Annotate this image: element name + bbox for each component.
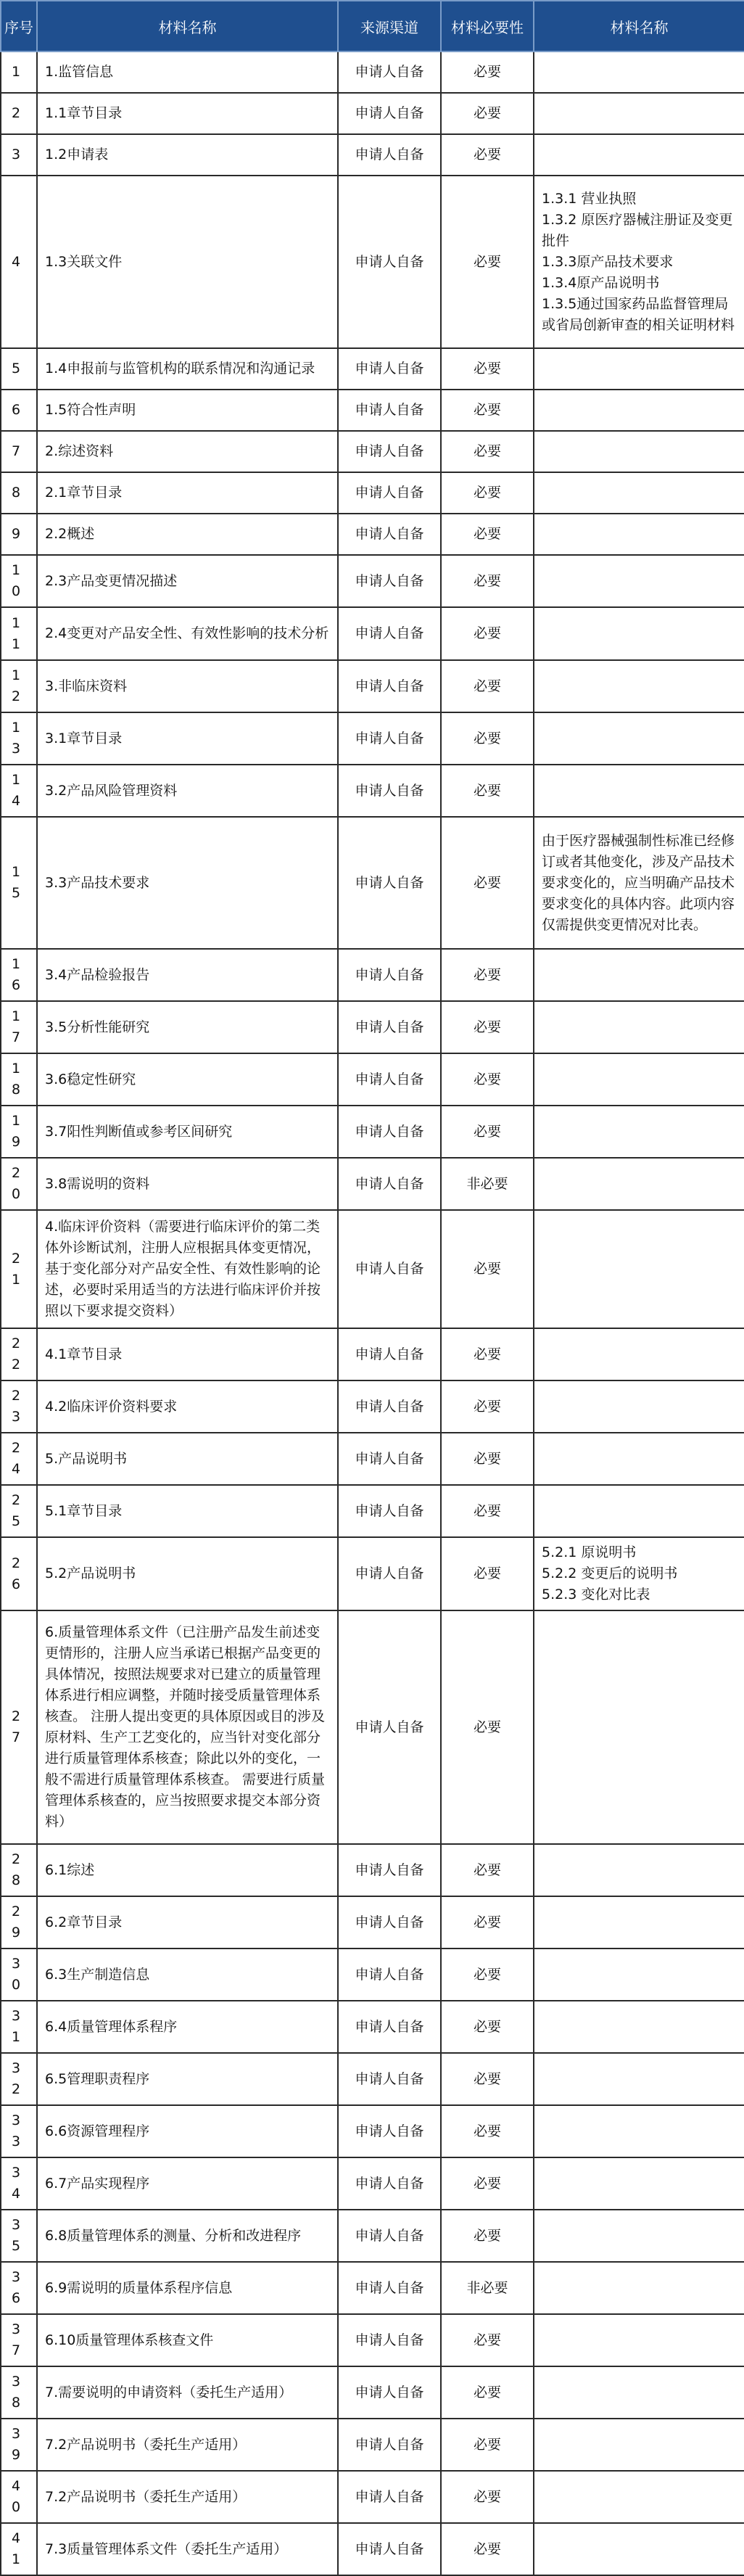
- row-index: 30: [1, 1949, 37, 2001]
- row-material-detail: [534, 2523, 744, 2575]
- row-material-detail: [534, 1158, 744, 1210]
- row-source: 申请人自备: [338, 1433, 441, 1485]
- row-index: 24: [1, 1433, 37, 1485]
- header-material-name: 材料名称: [37, 1, 338, 52]
- row-source: 申请人自备: [338, 472, 441, 514]
- row-material-name: 6.1综述: [37, 1844, 338, 1896]
- row-material-detail: [534, 1001, 744, 1053]
- row-source: 申请人自备: [338, 607, 441, 660]
- row-necessity: 必要: [441, 134, 534, 176]
- row-necessity: 必要: [441, 1896, 534, 1949]
- row-material-detail: [534, 2157, 744, 2210]
- row-material-name: 3.2产品风险管理资料: [37, 765, 338, 817]
- row-index: 16: [1, 949, 37, 1001]
- table-row: [1, 93, 744, 134]
- table-row: [1, 817, 744, 949]
- row-index: 31: [1, 2001, 37, 2053]
- table-row: [1, 1537, 744, 1610]
- row-material-name: 1.3关联文件: [37, 176, 338, 348]
- table-row: [1, 514, 744, 555]
- row-index: 40: [1, 2471, 37, 2523]
- table-row: [1, 2210, 744, 2262]
- row-index: 19: [1, 1106, 37, 1158]
- row-necessity: 必要: [441, 2366, 534, 2419]
- row-index: 23: [1, 1380, 37, 1433]
- row-source: 申请人自备: [338, 1844, 441, 1896]
- row-material-detail: [534, 1328, 744, 1380]
- row-material-detail: [534, 660, 744, 712]
- row-material-detail: [534, 176, 744, 348]
- row-index: 4: [1, 176, 37, 348]
- row-index: 20: [1, 1158, 37, 1210]
- row-material-detail: [534, 514, 744, 555]
- row-source: 申请人自备: [338, 1053, 441, 1106]
- detail-line: 1.3.3原产品技术要求: [542, 253, 674, 270]
- row-necessity: 必要: [441, 712, 534, 765]
- row-source: 申请人自备: [338, 1380, 441, 1433]
- table-row: [1, 2001, 744, 2053]
- table-row: [1, 1433, 744, 1485]
- row-index: 10: [1, 555, 37, 607]
- row-index: 12: [1, 660, 37, 712]
- table-row: [1, 1328, 744, 1380]
- row-necessity: 必要: [441, 2523, 534, 2575]
- row-necessity: 必要: [441, 1610, 534, 1844]
- table-row: [1, 134, 744, 176]
- row-index: 17: [1, 1001, 37, 1053]
- row-material-name: 3.5分析性能研究: [37, 1001, 338, 1053]
- header-necessity: 材料必要性: [441, 1, 534, 52]
- detail-line: 1.3.2 原医疗器械注册证及变更批件: [542, 211, 733, 249]
- row-index: 14: [1, 765, 37, 817]
- table-row: [1, 2157, 744, 2210]
- row-material-detail: [534, 348, 744, 390]
- row-source: 申请人自备: [338, 1896, 441, 1949]
- row-necessity: 必要: [441, 660, 534, 712]
- row-necessity: 必要: [441, 2314, 534, 2366]
- row-index: 7: [1, 431, 37, 472]
- row-material-name: 2.综述资料: [37, 431, 338, 472]
- row-material-detail: [534, 555, 744, 607]
- table-row: [1, 1949, 744, 2001]
- row-material-name: 5.2产品说明书: [37, 1537, 338, 1610]
- header-source: 来源渠道: [338, 1, 441, 52]
- detail-line: 1.3.1 营业执照: [542, 190, 637, 207]
- row-index: 18: [1, 1053, 37, 1106]
- row-material-detail: [534, 765, 744, 817]
- row-material-detail: [534, 2471, 744, 2523]
- row-material-detail: [534, 2314, 744, 2366]
- row-source: 申请人自备: [338, 1610, 441, 1844]
- row-material-name: 1.1章节目录: [37, 93, 338, 134]
- table-row: [1, 2471, 744, 2523]
- row-source: 申请人自备: [338, 2523, 441, 2575]
- row-material-name: 2.1章节目录: [37, 472, 338, 514]
- row-necessity: 必要: [441, 2471, 534, 2523]
- row-material-name: 3.7阳性判断值或参考区间研究: [37, 1106, 338, 1158]
- row-source: 申请人自备: [338, 2314, 441, 2366]
- table-row: [1, 431, 744, 472]
- table-row: [1, 712, 744, 765]
- row-source: 申请人自备: [338, 2210, 441, 2262]
- table-row: [1, 1053, 744, 1106]
- row-material-detail: [534, 93, 744, 134]
- row-source: 申请人自备: [338, 1537, 441, 1610]
- row-source: 申请人自备: [338, 176, 441, 348]
- row-material-detail: [534, 2419, 744, 2471]
- row-source: 申请人自备: [338, 52, 441, 93]
- row-material-name: 6.3生产制造信息: [37, 1949, 338, 2001]
- row-material-name: 6.10质量管理体系核查文件: [37, 2314, 338, 2366]
- row-material-name: 3.1章节目录: [37, 712, 338, 765]
- row-source: 申请人自备: [338, 2157, 441, 2210]
- table-row: [1, 2523, 744, 2575]
- row-index: 26: [1, 1537, 37, 1610]
- row-source: 申请人自备: [338, 2471, 441, 2523]
- row-necessity: 必要: [441, 2419, 534, 2471]
- row-material-name: 1.监管信息: [37, 52, 338, 93]
- row-source: 申请人自备: [338, 2001, 441, 2053]
- row-necessity: 必要: [441, 52, 534, 93]
- row-index: 15: [1, 817, 37, 949]
- row-material-name: 2.3产品变更情况描述: [37, 555, 338, 607]
- table-row: [1, 1158, 744, 1210]
- row-material-name: 1.4申报前与监管机构的联系情况和沟通记录: [37, 348, 338, 390]
- row-material-detail: [534, 2366, 744, 2419]
- row-index: 2: [1, 93, 37, 134]
- table-row: [1, 1896, 744, 1949]
- row-index: 22: [1, 1328, 37, 1380]
- table-row: [1, 1380, 744, 1433]
- row-material-detail: [534, 2001, 744, 2053]
- row-material-name: 6.4质量管理体系程序: [37, 2001, 338, 2053]
- row-necessity: 必要: [441, 555, 534, 607]
- row-material-name: 6.质量管理体系文件（已注册产品发生前述变更情形的，注册人应当承诺已根据产品变更的具体情况，按照法规要求对已建立的质量管理体系进行相应调整，并随时接受质量管理体系核查。 注册人提出变更的具体原因或目的涉及原材料、生产工艺变化的，应当针对变化部分进行质量管理体系核查；除此以外的变化，一般不需进行质量管理体系核查。 需要进行质量管理体系核查的，应当按照要求提交本部分资料）: [37, 1610, 338, 1844]
- detail-line: 5.2.1 原说明书: [542, 1544, 637, 1560]
- row-material-detail: [534, 1106, 744, 1158]
- row-material-detail: [534, 134, 744, 176]
- row-index: 8: [1, 472, 37, 514]
- row-source: 申请人自备: [338, 514, 441, 555]
- row-material-name: 1.2申请表: [37, 134, 338, 176]
- header-row: [1, 1, 744, 52]
- row-source: 申请人自备: [338, 2053, 441, 2105]
- table-row: [1, 1001, 744, 1053]
- row-source: 申请人自备: [338, 2366, 441, 2419]
- row-material-name: 5.1章节目录: [37, 1485, 338, 1537]
- row-index: 41: [1, 2523, 37, 2575]
- row-source: 申请人自备: [338, 2419, 441, 2471]
- row-source: 申请人自备: [338, 390, 441, 431]
- detail-line: 5.2.2 变更后的说明书: [542, 1565, 678, 1581]
- row-index: 1: [1, 52, 37, 93]
- row-necessity: 必要: [441, 1106, 534, 1158]
- row-material-name: 4.1章节目录: [37, 1328, 338, 1380]
- row-material-detail: [534, 1053, 744, 1106]
- row-material-name: 6.8质量管理体系的测量、分析和改进程序: [37, 2210, 338, 2262]
- row-index: 29: [1, 1896, 37, 1949]
- row-material-detail: [534, 431, 744, 472]
- row-index: 38: [1, 2366, 37, 2419]
- row-material-detail: [534, 949, 744, 1001]
- row-material-detail: [534, 1844, 744, 1896]
- row-necessity: 必要: [441, 1537, 534, 1610]
- table-row: [1, 2366, 744, 2419]
- table-row: [1, 1610, 744, 1844]
- row-material-detail: [534, 390, 744, 431]
- table-row: [1, 2262, 744, 2314]
- row-material-name: 4.2临床评价资料要求: [37, 1380, 338, 1433]
- row-necessity: 必要: [441, 431, 534, 472]
- row-index: 25: [1, 1485, 37, 1537]
- row-source: 申请人自备: [338, 348, 441, 390]
- row-material-detail: [534, 1485, 744, 1537]
- row-index: 32: [1, 2053, 37, 2105]
- row-material-detail: [534, 1433, 744, 1485]
- row-source: 申请人自备: [338, 1485, 441, 1537]
- row-necessity: 必要: [441, 348, 534, 390]
- row-necessity: 必要: [441, 2105, 534, 2157]
- row-source: 申请人自备: [338, 2105, 441, 2157]
- row-material-detail: [534, 817, 744, 949]
- row-material-detail: [534, 52, 744, 93]
- row-necessity: 必要: [441, 1328, 534, 1380]
- row-material-detail: [534, 1537, 744, 1610]
- row-index: 3: [1, 134, 37, 176]
- row-source: 申请人自备: [338, 93, 441, 134]
- row-necessity: 必要: [441, 1210, 534, 1328]
- row-index: 33: [1, 2105, 37, 2157]
- row-index: 11: [1, 607, 37, 660]
- row-material-name: 2.4变更对产品安全性、有效性影响的技术分析: [37, 607, 338, 660]
- row-necessity: 必要: [441, 1949, 534, 2001]
- row-material-name: 7.需要说明的申请资料（委托生产适用）: [37, 2366, 338, 2419]
- row-source: 申请人自备: [338, 949, 441, 1001]
- table-row: [1, 52, 744, 93]
- table-row: [1, 2105, 744, 2157]
- row-material-name: 5.产品说明书: [37, 1433, 338, 1485]
- row-material-detail: [534, 1896, 744, 1949]
- table-row: [1, 607, 744, 660]
- row-index: 6: [1, 390, 37, 431]
- row-index: 39: [1, 2419, 37, 2471]
- table-row: [1, 1485, 744, 1537]
- row-source: 申请人自备: [338, 2262, 441, 2314]
- row-material-name: 6.5管理职责程序: [37, 2053, 338, 2105]
- row-necessity: 必要: [441, 176, 534, 348]
- row-source: 申请人自备: [338, 431, 441, 472]
- row-necessity: 必要: [441, 765, 534, 817]
- row-necessity: 非必要: [441, 1158, 534, 1210]
- table-row: [1, 176, 744, 348]
- row-source: 申请人自备: [338, 765, 441, 817]
- row-material-name: 3.6稳定性研究: [37, 1053, 338, 1106]
- table-row: [1, 1210, 744, 1328]
- row-material-name: 7.3质量管理体系文件（委托生产适用）: [37, 2523, 338, 2575]
- row-material-name: 7.2产品说明书（委托生产适用）: [37, 2419, 338, 2471]
- table-row: [1, 2314, 744, 2366]
- detail-line: 由于医疗器械强制性标准已经修订或者其他变化，涉及产品技术要求变化的，应当明确产品技术要求变化的具体内容。此项内容仅需提供变更情况对比表。: [542, 832, 735, 933]
- detail-line: 1.3.5通过国家药品监督管理局或省局创新审查的相关证明材料: [542, 295, 735, 333]
- table-row: [1, 949, 744, 1001]
- row-index: 36: [1, 2262, 37, 2314]
- row-necessity: 必要: [441, 817, 534, 949]
- row-necessity: 必要: [441, 2001, 534, 2053]
- row-index: 21: [1, 1210, 37, 1328]
- row-index: 5: [1, 348, 37, 390]
- row-material-detail: [534, 1210, 744, 1328]
- row-material-detail: [534, 1949, 744, 2001]
- row-necessity: 必要: [441, 93, 534, 134]
- row-source: 申请人自备: [338, 1949, 441, 2001]
- row-material-detail: [534, 2053, 744, 2105]
- row-source: 申请人自备: [338, 660, 441, 712]
- row-necessity: 必要: [441, 1485, 534, 1537]
- row-material-detail: [534, 472, 744, 514]
- row-source: 申请人自备: [338, 817, 441, 949]
- header-index: 序号: [1, 1, 37, 52]
- row-necessity: 必要: [441, 472, 534, 514]
- row-source: 申请人自备: [338, 1106, 441, 1158]
- row-necessity: 必要: [441, 2157, 534, 2210]
- table-row: [1, 660, 744, 712]
- row-necessity: 必要: [441, 949, 534, 1001]
- row-necessity: 必要: [441, 1001, 534, 1053]
- row-index: 28: [1, 1844, 37, 1896]
- header-material-detail: 材料名称: [534, 1, 744, 52]
- table-row: [1, 555, 744, 607]
- row-necessity: 必要: [441, 514, 534, 555]
- row-material-name: 6.2章节目录: [37, 1896, 338, 1949]
- row-material-name: 2.2概述: [37, 514, 338, 555]
- row-material-detail: [534, 2210, 744, 2262]
- row-material-name: 3.3产品技术要求: [37, 817, 338, 949]
- row-index: 27: [1, 1610, 37, 1844]
- row-source: 申请人自备: [338, 1210, 441, 1328]
- row-material-name: 3.8需说明的资料: [37, 1158, 338, 1210]
- row-material-name: 4.临床评价资料（需要进行临床评价的第二类体外诊断试剂，注册人应根据具体变更情况，基于变化部分对产品安全性、有效性影响的论述，必要时采用适当的方法进行临床评价并按照以下要求提交资料）: [37, 1210, 338, 1328]
- row-index: 34: [1, 2157, 37, 2210]
- row-necessity: 必要: [441, 2053, 534, 2105]
- detail-line: 5.2.3 变化对比表: [542, 1587, 650, 1602]
- row-necessity: 必要: [441, 1380, 534, 1433]
- row-material-name: 6.9需说明的质量体系程序信息: [37, 2262, 338, 2314]
- row-necessity: 必要: [441, 1053, 534, 1106]
- row-index: 9: [1, 514, 37, 555]
- table-row: [1, 2053, 744, 2105]
- table-row: [1, 390, 744, 431]
- row-material-name: 3.4产品检验报告: [37, 949, 338, 1001]
- table-row: [1, 1844, 744, 1896]
- row-source: 申请人自备: [338, 555, 441, 607]
- row-source: 申请人自备: [338, 1328, 441, 1380]
- row-index: 37: [1, 2314, 37, 2366]
- row-material-name: 3.非临床资料: [37, 660, 338, 712]
- row-material-detail: [534, 2262, 744, 2314]
- row-material-detail: [534, 607, 744, 660]
- detail-line: 1.3.4原产品说明书: [542, 274, 660, 291]
- table-row: [1, 765, 744, 817]
- row-necessity: 必要: [441, 390, 534, 431]
- row-material-name: 7.2产品说明书（委托生产适用）: [37, 2471, 338, 2523]
- row-source: 申请人自备: [338, 1001, 441, 1053]
- row-material-name: 1.5符合性声明: [37, 390, 338, 431]
- row-source: 申请人自备: [338, 1158, 441, 1210]
- row-necessity: 必要: [441, 1433, 534, 1485]
- row-necessity: 必要: [441, 2210, 534, 2262]
- row-material-detail: [534, 1610, 744, 1844]
- table-row: [1, 472, 744, 514]
- row-material-name: 6.7产品实现程序: [37, 2157, 338, 2210]
- row-source: 申请人自备: [338, 712, 441, 765]
- row-necessity: 必要: [441, 1844, 534, 1896]
- table-row: [1, 348, 744, 390]
- table-row: [1, 1106, 744, 1158]
- row-index: 13: [1, 712, 37, 765]
- row-material-name: 6.6资源管理程序: [37, 2105, 338, 2157]
- table-body: [1, 52, 744, 2575]
- table-row: [1, 2419, 744, 2471]
- row-necessity: 必要: [441, 607, 534, 660]
- row-material-detail: [534, 1380, 744, 1433]
- row-index: 35: [1, 2210, 37, 2262]
- row-necessity: 非必要: [441, 2262, 534, 2314]
- row-material-detail: [534, 712, 744, 765]
- row-source: 申请人自备: [338, 134, 441, 176]
- row-material-detail: [534, 2105, 744, 2157]
